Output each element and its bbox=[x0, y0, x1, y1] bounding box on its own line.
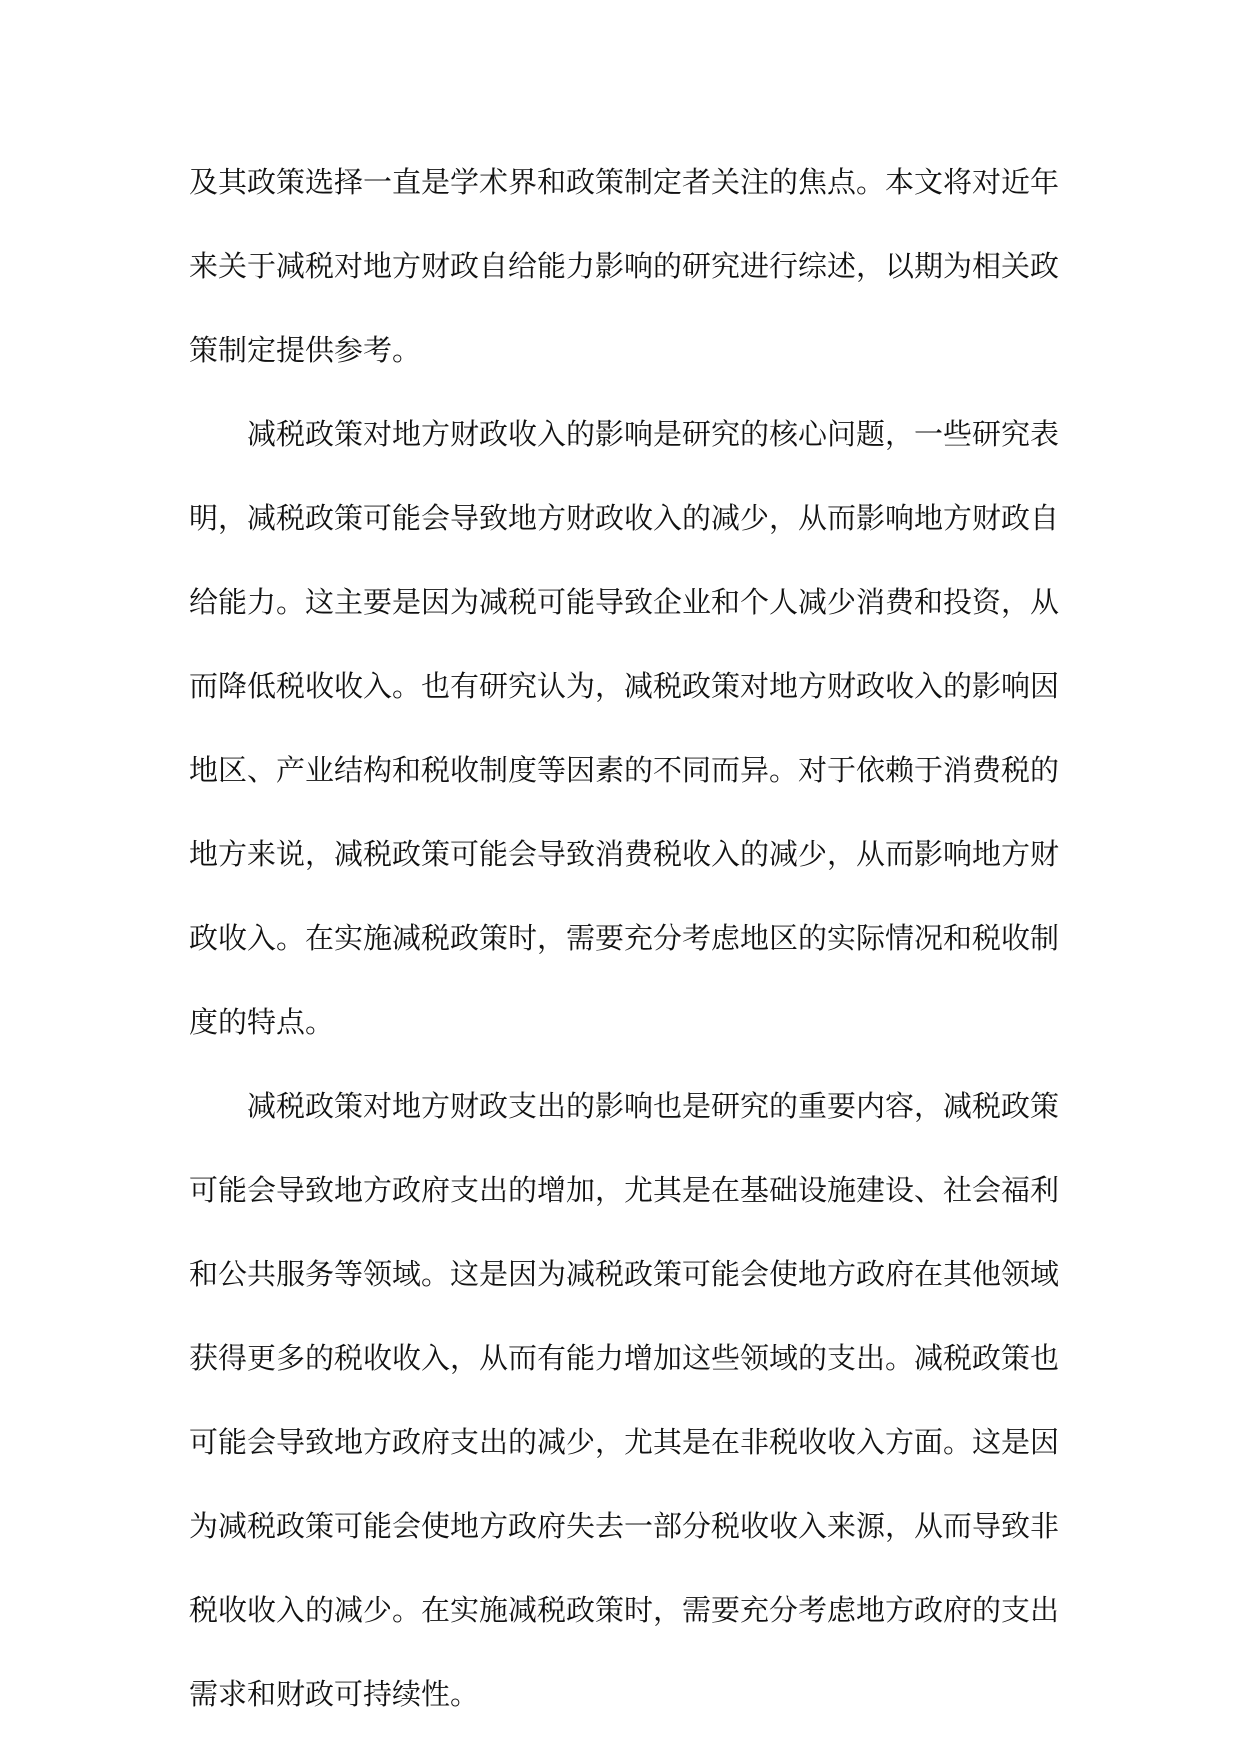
text-line: 需求和财政可持续性。 bbox=[189, 1677, 480, 1711]
text-line: 而降低税收收入。也有研究认为，减税政策对地方财政收入的影响因 bbox=[189, 669, 1060, 703]
text-line: 来关于减税对地方财政自给能力影响的研究进行综述，以期为相关政 bbox=[189, 249, 1060, 283]
text-line: 及其政策选择一直是学术界和政策制定者关注的焦点。本文将对近年 bbox=[189, 165, 1060, 199]
text-line: 地区、产业结构和税收制度等因素的不同而异。对于依赖于消费税的 bbox=[189, 753, 1060, 787]
paragraph-1 bbox=[189, 140, 1059, 392]
text-line: 地方来说，减税政策可能会导致消费税收入的减少，从而影响地方财 bbox=[189, 837, 1060, 871]
text-line: 和公共服务等领域。这是因为减税政策可能会使地方政府在其他领域 bbox=[189, 1257, 1060, 1291]
text-line: 税收收入的减少。在实施减税政策时，需要充分考虑地方政府的支出 bbox=[189, 1593, 1060, 1627]
text-line: 减税政策对地方财政支出的影响也是研究的重要内容，减税政策 bbox=[247, 1089, 1060, 1123]
paragraph-3 bbox=[189, 1064, 1059, 1736]
text-line: 明，减税政策可能会导致地方财政收入的减少，从而影响地方财政自 bbox=[189, 501, 1060, 535]
paragraph-2 bbox=[189, 392, 1059, 1064]
document-body bbox=[189, 140, 1059, 1736]
text-line: 为减税政策可能会使地方政府失去一部分税收收入来源，从而导致非 bbox=[189, 1509, 1060, 1543]
text-line: 获得更多的税收收入，从而有能力增加这些领域的支出。减税政策也 bbox=[189, 1341, 1060, 1375]
text-line: 给能力。这主要是因为减税可能导致企业和个人减少消费和投资，从 bbox=[189, 585, 1060, 619]
text-line: 策制定提供参考。 bbox=[189, 333, 422, 367]
text-line: 减税政策对地方财政收入的影响是研究的核心问题，一些研究表 bbox=[247, 417, 1060, 451]
text-line: 度的特点。 bbox=[189, 1005, 335, 1039]
text-line: 可能会导致地方政府支出的减少，尤其是在非税收收入方面。这是因 bbox=[189, 1425, 1060, 1459]
text-line: 可能会导致地方政府支出的增加，尤其是在基础设施建设、社会福利 bbox=[189, 1173, 1060, 1207]
text-line: 政收入。在实施减税政策时，需要充分考虑地区的实际情况和税收制 bbox=[189, 921, 1060, 955]
